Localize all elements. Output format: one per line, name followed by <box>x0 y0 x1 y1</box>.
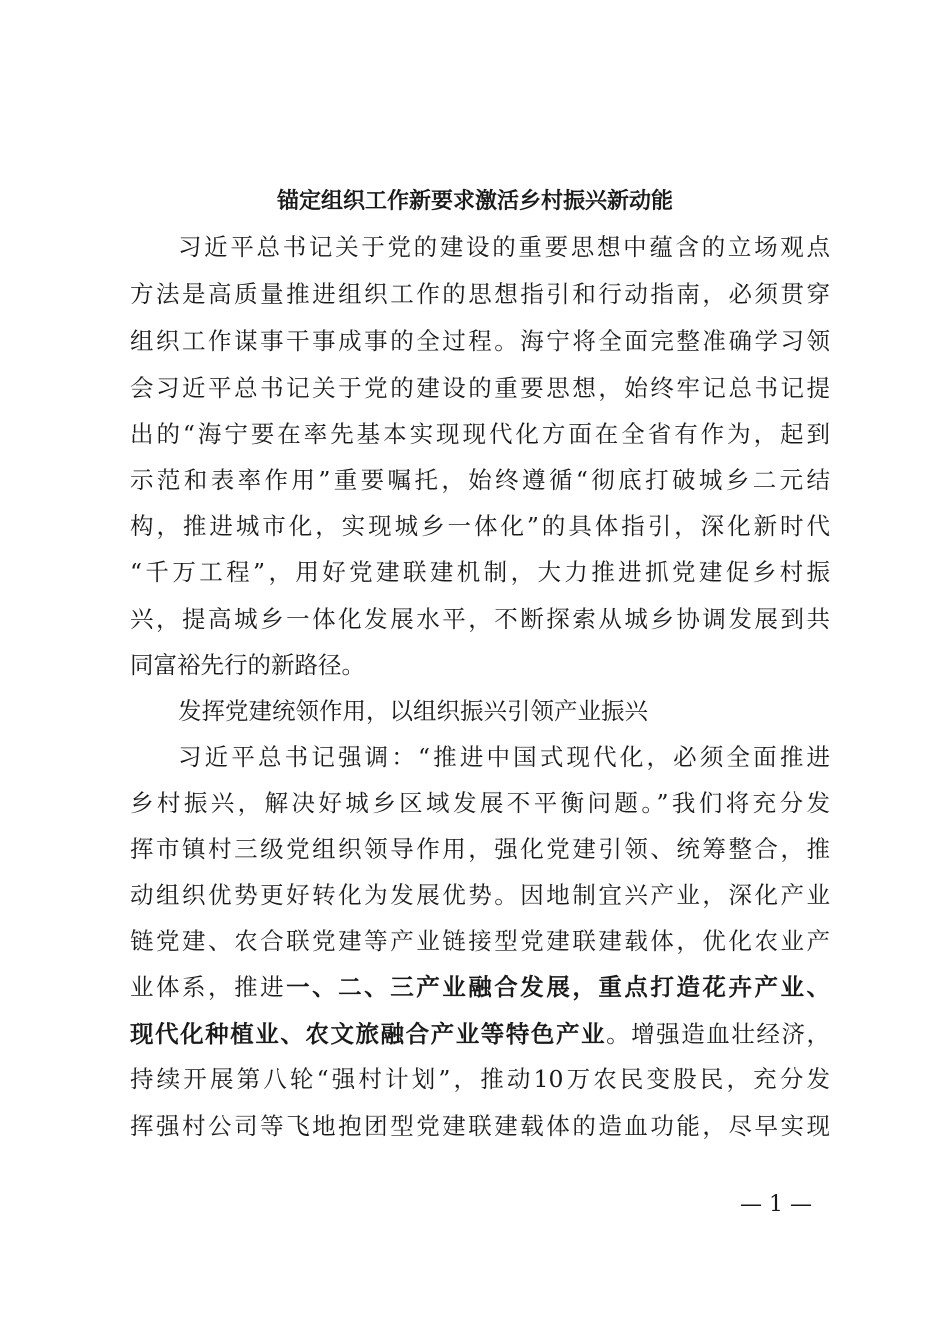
paragraph-line: 示范和表率作用”重要嘱托，始终遵循“彻底打破城乡二元结 <box>130 466 830 494</box>
paragraph-text: 业体系，推进 <box>130 973 287 1001</box>
paragraph-line: 会习近平总书记关于党的建设的重要思想，始终牢记总书记提 <box>130 374 830 402</box>
paragraph-line: 习近平总书记关于党的建设的重要思想中蕴含的立场观点 <box>178 233 830 261</box>
paragraph-line: 习近平总书记强调：“推进中国式现代化，必须全面推进 <box>178 743 830 771</box>
paragraph-line: “千万工程”，用好党建联建机制，大力推进抓党建促乡村振 <box>130 558 830 586</box>
paragraph-line: 同富裕先行的新路径。 <box>130 651 365 679</box>
bold-text: 现代化种植业、农文旅融合产业等特色产业 <box>130 1020 607 1048</box>
paragraph-line: 出的“海宁要在率先基本实现现代化方面在全省有作为，起到 <box>130 420 830 448</box>
paragraph-line-mixed <box>130 969 830 1005</box>
paragraph-line: 动组织优势更好转化为发展优势。因地制宜兴产业，深化产业 <box>130 881 830 909</box>
paragraph-line: 挥市镇村三级党组织领导作用，强化党建引领、统筹整合，推 <box>130 835 830 863</box>
paragraph-line: 链党建、农合联党建等产业链接型党建联建载体，优化农业产 <box>130 927 830 955</box>
bold-text: 一、二、三产业融合发展，重点打造花卉产业、 <box>286 973 831 1001</box>
paragraph-line-mixed <box>130 1016 830 1052</box>
section-heading: 发挥党建统领作用，以组织振兴引领产业振兴 <box>178 697 648 725</box>
paragraph-line: 挥强村公司等飞地抱团型党建联建载体的造血功能，尽早实现 <box>130 1112 830 1140</box>
page-number: — 1 — <box>740 1192 812 1217</box>
paragraph-line: 乡村振兴，解决好城乡区域发展不平衡问题。”我们将充分发 <box>130 789 830 817</box>
paragraph-line: 兴，提高城乡一体化发展水平，不断探索从城乡协调发展到共 <box>130 605 830 633</box>
document-title: 锚定组织工作新要求激活乡村振兴新动能 <box>276 188 673 214</box>
paragraph-line: 组织工作谋事干事成事的全过程。海宁将全面完整准确学习领 <box>130 327 830 355</box>
paragraph-line: 方法是高质量推进组织工作的思想指引和行动指南，必须贯穿 <box>130 280 830 308</box>
paragraph-text: 。增强造血壮经济， <box>606 1020 831 1048</box>
paragraph-line: 构，推进城市化，实现城乡一体化”的具体指引，深化新时代 <box>130 512 830 540</box>
paragraph-line: 持续开展第八轮“强村计划”，推动10万农民变股民，充分发 <box>130 1065 830 1093</box>
